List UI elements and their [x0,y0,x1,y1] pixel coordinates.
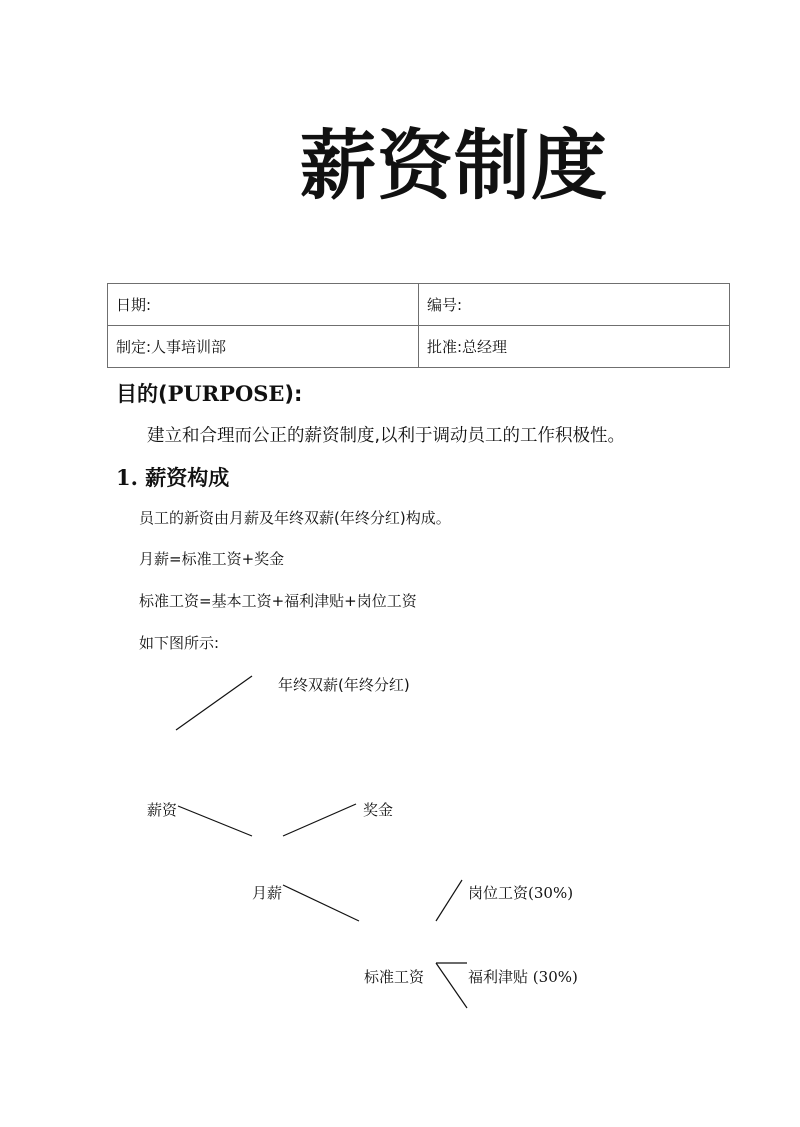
position-pay-percent: (30%) [528,884,574,902]
salary-composition-text: 员工的新资由月薪及年终双薪(年终分红)构成。 [139,509,451,527]
diagram-standard-pay: 标准工资 [364,968,425,986]
connector-line [178,806,252,836]
diagram-intro-text: 如下图所示: [139,634,220,652]
diagram-bonus: 奖金 [363,801,394,819]
purpose-text: 建立和合理而公正的薪资制度,以利于调动员工的工作积极性。 [147,426,626,446]
made-by-cell: 制定:人事培训部 [108,326,419,368]
connector-line [176,676,252,730]
standard-pay-formula: 标准工资=基本工资+福利津贴+岗位工资 [139,592,417,610]
section-title: 薪资构成 [145,466,230,490]
position-pay-label: 岗位工资 [468,884,529,902]
document-title: 薪资制度 [300,121,608,210]
diagram-monthly-salary: 月薪 [252,884,283,902]
diagram-position-pay [468,882,573,903]
diagram-welfare-allowance [468,966,578,987]
diagram-salary: 薪资 [147,801,178,819]
diagram-year-end-bonus: 年终双薪(年终分红) [278,676,410,694]
purpose-heading-close: ): [284,382,303,406]
welfare-percent: (30%) [532,968,578,986]
date-cell: 日期: [108,284,419,326]
connector-line [436,880,462,921]
connector-line [436,963,467,1008]
approved-by-cell: 批准:总经理 [419,326,730,368]
document-number-cell: 编号: [419,284,730,326]
monthly-salary-formula: 月薪=标准工资+奖金 [139,550,285,568]
connector-line [283,804,356,836]
welfare-label: 福利津贴 [468,968,529,986]
purpose-heading-zh: 目的( [116,382,168,406]
connector-line [283,885,359,921]
purpose-heading-en: PURPOSE [167,381,285,406]
section-number: 1. [116,465,138,490]
